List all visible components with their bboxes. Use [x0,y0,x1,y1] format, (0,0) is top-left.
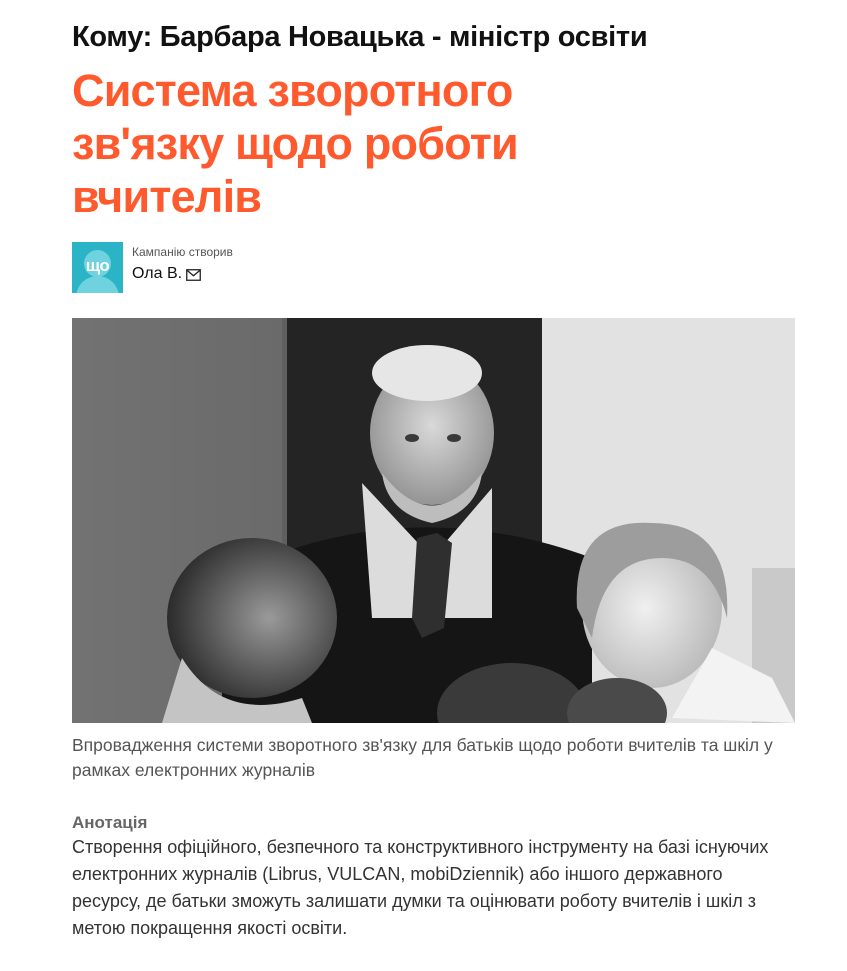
author-name-row [132,264,233,284]
campaign-author [72,242,233,294]
annotation-body: Створення офіційного, безпечного та конструктивного інструменту на базі існуючих електронних журналів (Librus, VULCAN, mobiDziennik) або іншого державного ресурсу, де батьки зможуть залишати думки та оцінювати роботу вчителів і шкіл з метою покращення якості освіти. [72,837,769,938]
campaign-photo [72,318,795,723]
avatar-shoulders-shape [76,276,119,293]
annotation-heading: Анотація [72,813,148,832]
petition-title: Система зворотного зв'язку щодо роботи вчителів [72,65,518,222]
created-by-label: Кампанію створив [132,245,233,259]
mail-icon[interactable] [186,268,201,280]
author-text [132,242,233,284]
author-avatar[interactable] [72,242,123,293]
petition-page [72,0,796,938]
photo-caption: Впровадження системи зворотного зв'язку для батьків щодо роботи вчителів та шкіл у рамках електронних журналів [72,735,773,780]
petition-recipient: Кому: Барбара Новацька - міністр освіти [72,21,648,53]
author-name[interactable]: Ола В. [132,265,183,282]
avatar-monogram: що [85,256,110,275]
